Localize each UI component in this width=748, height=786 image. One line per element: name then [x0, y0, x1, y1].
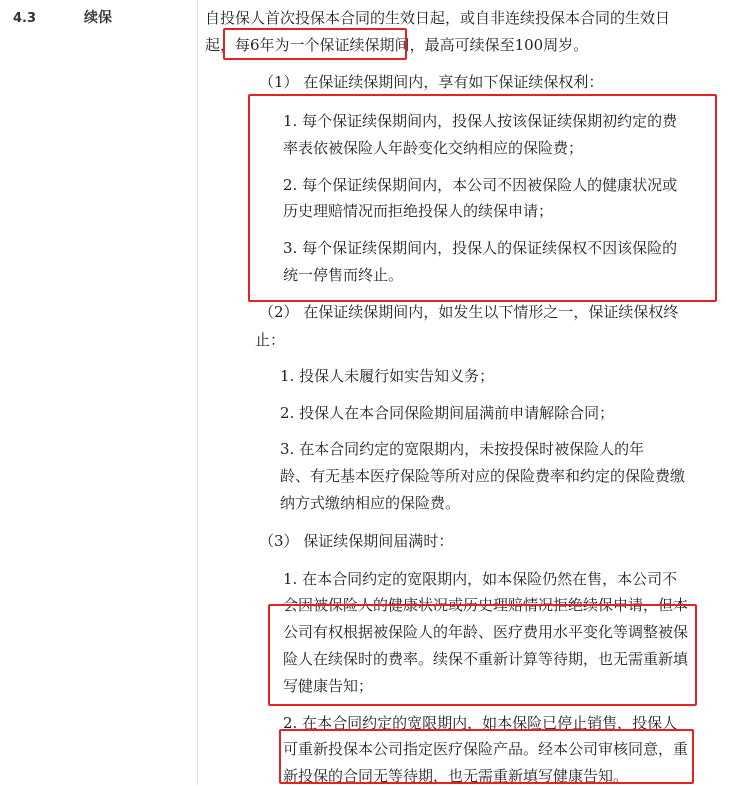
intro-line-2-end: ，最高可续保至100周岁。	[409, 36, 589, 54]
renewal-period-phrase: 每6年为一个保证续保期间	[235, 36, 410, 54]
part1-item-1-line-1: 1. 每个保证续保期间内，投保人按该保证续保期初约定的费	[283, 112, 678, 130]
part3-item-2-line-3: 新投保的合同无等待期，也无需重新填写健康告知。	[283, 767, 629, 785]
part2-item-3-line-2: 龄、有无基本医疗保险等所对应的保险费率和约定的保险费缴	[280, 467, 686, 485]
intro-line-2	[205, 35, 588, 55]
part3-item-2-line-1: 2. 在本合同约定的宽限期内，如本保险已停止销售，投保人	[283, 714, 678, 732]
part1-heading: （1） 在保证续保期间内，享有如下保证续保权利：	[259, 73, 604, 91]
part3-item-1-line-3: 公司有权根据被保险人的年龄、医疗费用水平变化等调整被保	[283, 623, 689, 641]
part2-item-3-line-1: 3. 在本合同约定的宽限期内，未按投保时被保险人的年	[280, 440, 645, 458]
part2-item-2: 2. 投保人在本合同保险期间届满前申请解除合同；	[280, 404, 615, 422]
part2-item-3-line-3: 纳方式缴纳相应的保险费。	[280, 494, 461, 512]
part3-item-1-line-4: 险人在续保时的费率。续保不重新计算等待期，也无需重新填	[283, 650, 689, 668]
intro-line-1: 自投保人首次投保本合同的生效日起，或自非连续投保本合同的生效日	[205, 9, 671, 27]
part1-item-2-line-2: 历史理赔情况而拒绝投保人的续保申请；	[283, 202, 554, 220]
intro-line-2-start: 起，	[205, 36, 236, 54]
part3-heading: （3） 保证续保期间届满时：	[259, 532, 454, 550]
part2-heading-line-2: 止：	[255, 331, 286, 349]
part1-item-2-line-1: 2. 每个保证续保期间内，本公司不因被保险人的健康状况或	[283, 176, 678, 194]
part3-item-2-line-2: 可重新投保本公司指定医疗保险产品。经本公司审核同意，重	[283, 740, 689, 758]
column-divider	[197, 0, 198, 785]
part3-item-1-line-5: 写健康告知；	[283, 677, 374, 695]
part3-item-1-line-1: 1. 在本合同约定的宽限期内，如本保险仍然在售，本公司不	[283, 570, 678, 588]
part1-item-3-line-1: 3. 每个保证续保期间内，投保人的保证续保权不因该保险的	[283, 239, 678, 257]
part1-item-1-line-2: 率表依被保险人年龄变化交纳相应的保险费；	[283, 139, 584, 157]
part2-item-1: 1. 投保人未履行如实告知义务；	[280, 367, 495, 385]
section-number: 4.3	[13, 11, 37, 26]
section-title: 续保	[84, 10, 112, 26]
part2-heading-line-1: （2） 在保证续保期间内，如发生以下情形之一，保证续保权终	[259, 303, 679, 321]
part1-item-3-line-2: 统一停售而终止。	[283, 266, 404, 284]
part3-item-1-line-2: 会因被保险人的健康状况或历史理赔情况拒绝续保申请，但本	[283, 596, 689, 614]
